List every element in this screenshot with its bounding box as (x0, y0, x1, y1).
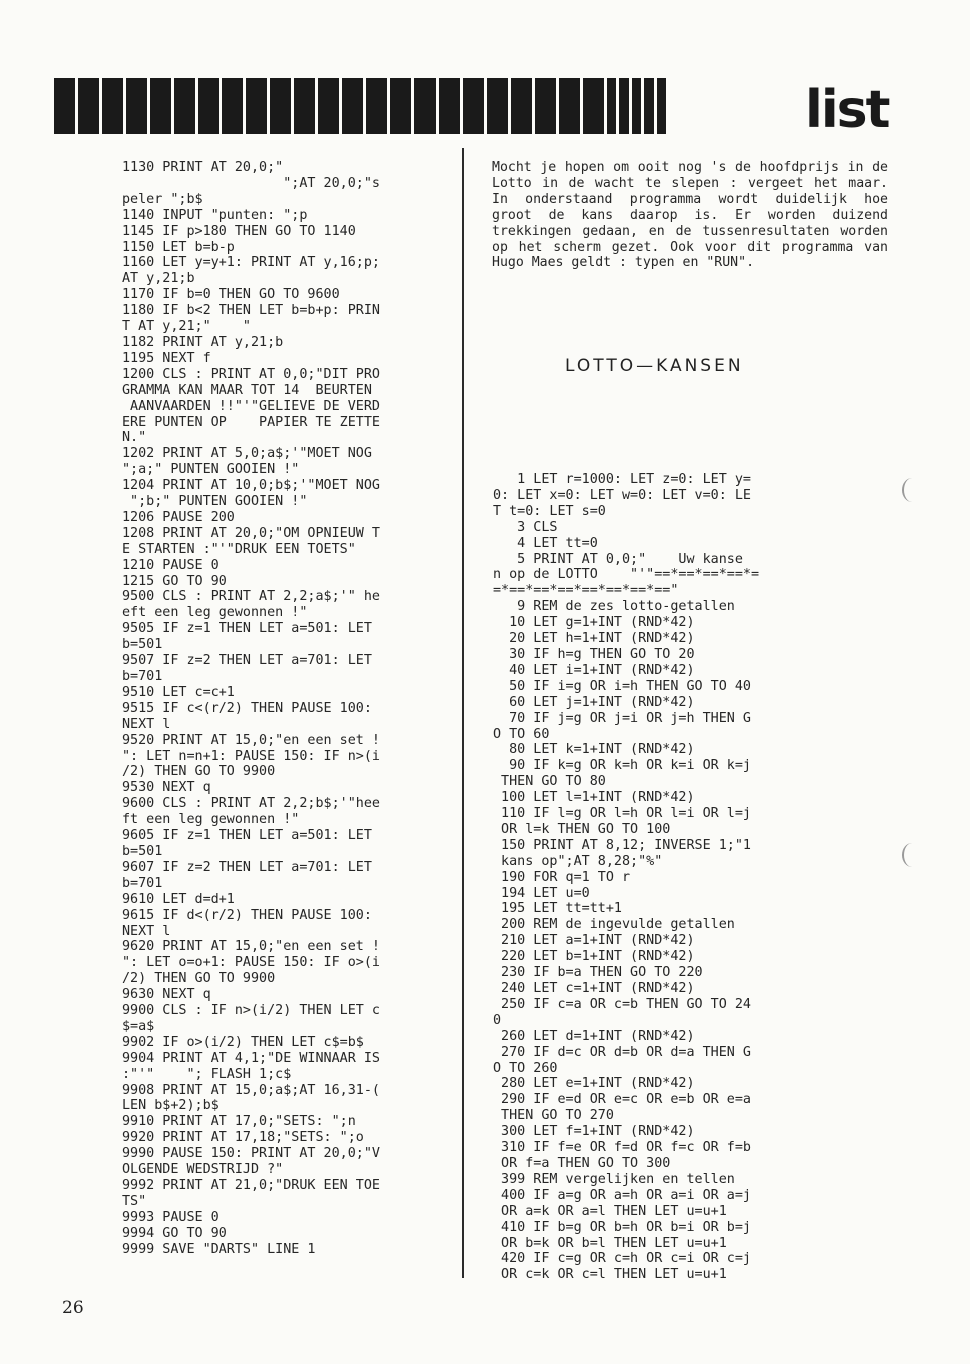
code-line: THEN GO TO 80 (493, 774, 606, 790)
code-line: 270 IF d=c OR d=b OR d=a THEN G (493, 1044, 751, 1060)
code-line: LEN b$+2);b$ (122, 1098, 219, 1114)
code-line: 1145 IF p>180 THEN GO TO 1140 (122, 223, 356, 239)
code-line: 100 LET l=1+INT (RND*42) (493, 790, 695, 806)
code-line: 9920 PRINT AT 17,18;"SETS: ";o (122, 1130, 364, 1146)
code-line: 1202 PRINT AT 5,0;a$;'"MOET NOG (122, 446, 372, 462)
code-line: 190 FOR q=1 TO r (493, 869, 631, 885)
intro-paragraph: Mocht je hopen om ooit nog 's de hoofdprijs in de Lotto in de wacht te slepen : vergeet het maar. In onderstaand programma wordt duidelijk hoe groot de kans daarop is. Er worden duizend trekkingen gedaan, en de tussenresultaten worden op het scherm gezet. Ook voor dit programma van Hugo Maes geldt : typen en "RUN". (492, 160, 888, 271)
header-bar (246, 78, 267, 134)
code-line: 194 LET u=0 (493, 885, 590, 901)
code-line: 0 (493, 1012, 502, 1028)
code-line: 200 REM de ingevulde getallen (493, 917, 735, 933)
code-line: NEXT l (122, 923, 171, 939)
column-divider (462, 148, 464, 1278)
header-bar (342, 78, 363, 134)
code-line: 1215 GO TO 90 (122, 573, 227, 589)
header-bar (463, 78, 484, 134)
code-line: 9 REM de zes lotto-getallen (493, 599, 735, 615)
code-line: $=a$ (122, 1018, 155, 1034)
code-line: 250 IF c=a OR c=b THEN GO TO 24 (493, 996, 751, 1012)
code-line: 3 CLS (493, 519, 558, 535)
code-line: THEN GO TO 270 (493, 1108, 614, 1124)
code-line: E STARTEN :"'"DRUK EEN TOETS" (122, 541, 356, 557)
right-program-listing (493, 472, 838, 1283)
binder-hole (902, 843, 922, 867)
code-line: OLGENDE WEDSTRIJD ?" (122, 1162, 284, 1178)
code-line: ";AT 20,0;"s (122, 175, 380, 191)
code-line: 220 LET b=1+INT (RND*42) (493, 949, 695, 965)
binder-hole (902, 478, 922, 502)
code-line: 0: LET x=0: LET w=0: LET v=0: LE (493, 487, 751, 503)
code-line: 9620 PRINT AT 15,0;"en een set ! (122, 939, 380, 955)
code-line: 9515 IF c<(r/2) THEN PAUSE 100: (122, 700, 372, 716)
code-line: 30 IF h=g THEN GO TO 20 (493, 646, 695, 662)
code-line: 9902 IF o>(i/2) THEN LET c$=b$ (122, 1034, 364, 1050)
header-bar (174, 78, 195, 134)
header-bar (583, 78, 604, 134)
code-line: 1180 IF b<2 THEN LET b=b+p: PRIN (122, 303, 380, 319)
code-line: 9605 IF z=1 THEN LET a=501: LET (122, 828, 372, 844)
article-title: LOTTO—KANSEN (565, 356, 744, 376)
code-line: 9607 IF z=2 THEN LET a=701: LET (122, 859, 372, 875)
code-line: 240 LET c=1+INT (RND*42) (493, 981, 695, 996)
code-line: 9600 CLS : PRINT AT 2,2;b$;'"hee (122, 796, 380, 812)
left-program-listing (122, 160, 434, 1258)
code-line: 90 IF k=g OR k=h OR k=i OR k=j (493, 758, 751, 774)
code-line: 60 LET j=1+INT (RND*42) (493, 694, 695, 710)
code-line: OR b=k OR b=l THEN LET u=u+1 (493, 1235, 727, 1251)
code-line: 420 IF c=g OR c=h OR c=i OR c=j (493, 1251, 751, 1267)
code-line: 310 IF f=e OR f=d OR f=c OR f=b (493, 1140, 751, 1156)
code-line: 9992 PRINT AT 21,0;"DRUK EEN TOE (122, 1178, 380, 1193)
header-bar (414, 78, 435, 134)
header-bar (318, 78, 339, 134)
code-line: 1170 IF b=0 THEN GO TO 9600 (122, 287, 340, 303)
code-line: 70 IF j=g OR j=i OR j=h THEN G (493, 710, 751, 726)
code-line: O TO 60 (493, 726, 550, 742)
code-line: =*==*==*==*==*==*==*==" (493, 583, 679, 599)
code-line: ft een leg gewonnen !" (122, 812, 300, 828)
header-bar (222, 78, 243, 134)
code-line: b=701 (122, 875, 163, 891)
code-line: 280 LET e=1+INT (RND*42) (493, 1076, 695, 1092)
code-line: b=501 (122, 637, 163, 653)
code-line: 9990 PAUSE 150: PRINT AT 20,0;"V (122, 1146, 380, 1162)
code-line: 80 LET k=1+INT (RND*42) (493, 742, 695, 758)
code-line: 40 LET i=1+INT (RND*42) (493, 662, 695, 678)
code-line: T AT y,21;" " (122, 319, 251, 335)
code-line: 9510 LET c=c+1 (122, 684, 235, 700)
code-line: 20 LET h=1+INT (RND*42) (493, 631, 695, 647)
list-logo: list (805, 80, 889, 140)
code-line: N." (122, 430, 147, 446)
header-bar (294, 78, 315, 134)
code-line: /2) THEN GO TO 9900 (122, 764, 276, 780)
code-line: 9615 IF d<(r/2) THEN PAUSE 100: (122, 907, 372, 923)
code-line: 1160 LET y=y+1: PRINT AT y,16;p; (122, 255, 380, 271)
code-line: 9520 PRINT AT 15,0;"en een set ! (122, 732, 380, 748)
code-line: 1140 INPUT "punten: ";p (122, 207, 308, 223)
code-line: b=501 (122, 843, 163, 859)
code-line: 195 LET tt=tt+1 (493, 901, 622, 917)
code-line: 50 IF i=g OR i=h THEN GO TO 40 (493, 678, 751, 694)
code-line: 210 LET a=1+INT (RND*42) (493, 933, 695, 949)
code-line: 9530 NEXT q (122, 780, 211, 796)
code-line: ": LET o=o+1: PAUSE 150: IF o>(i (122, 955, 380, 971)
code-line: 9630 NEXT q (122, 987, 211, 1003)
header-bar (619, 78, 628, 134)
code-line: 9999 SAVE "DARTS" LINE 1 (122, 1241, 316, 1257)
code-line: 1195 NEXT f (122, 350, 211, 366)
code-line: b=701 (122, 669, 163, 684)
header-bar (198, 78, 219, 134)
header-bar (54, 78, 75, 134)
code-line: peler ";b$ (122, 191, 203, 207)
code-line: 4 LET tt=0 (493, 535, 598, 551)
code-line: T t=0: LET s=0 (493, 503, 606, 519)
code-line: 9507 IF z=2 THEN LET a=701: LET (122, 653, 372, 669)
page-number: 26 (62, 1298, 84, 1318)
header-bar (607, 78, 616, 134)
header-bar (559, 78, 580, 134)
code-line: 10 LET g=1+INT (RND*42) (493, 615, 695, 631)
code-line: 400 IF a=g OR a=h OR a=i OR a=j (493, 1187, 751, 1203)
code-line: AT y,21;b (122, 271, 195, 287)
header-bar (487, 78, 508, 134)
code-line: ": LET n=n+1: PAUSE 150: IF n>(i (122, 748, 380, 764)
code-line: 150 PRINT AT 8,12; INVERSE 1;"1 (493, 837, 751, 853)
header-bar (126, 78, 147, 134)
code-line: n op de LOTTO "'"==*==*==*==*= (493, 567, 760, 583)
code-line: 5 PRINT AT 0,0;" Uw kanse (493, 551, 743, 567)
header-bar (632, 78, 641, 134)
code-line: 1182 PRINT AT y,21;b (122, 334, 284, 350)
header-bar (657, 78, 666, 134)
code-line: ";a;" PUNTEN GOOIEN !" (122, 462, 300, 478)
code-line: 9610 LET d=d+1 (122, 891, 235, 907)
code-line: 399 REM vergelijken en tellen (493, 1171, 735, 1187)
header-bar (102, 78, 123, 134)
code-line: 1210 PAUSE 0 (122, 557, 219, 573)
code-line: 1208 PRINT AT 20,0;"OM OPNIEUW T (122, 525, 380, 541)
code-line: 9994 GO TO 90 (122, 1225, 227, 1241)
code-line: 300 LET f=1+INT (RND*42) (493, 1124, 695, 1140)
code-line: 9993 PAUSE 0 (122, 1209, 219, 1225)
code-line: 9910 PRINT AT 17,0;"SETS: ";n (122, 1114, 356, 1130)
code-line: kans op";AT 8,28;"%" (493, 853, 663, 869)
code-line: ERE PUNTEN OP PAPIER TE ZETTE (122, 414, 380, 430)
code-line: 260 LET d=1+INT (RND*42) (493, 1028, 695, 1044)
code-line: 1206 PAUSE 200 (122, 509, 235, 525)
header-bar (644, 78, 653, 134)
code-line: 110 IF l=g OR l=h OR l=i OR l=j (493, 806, 751, 822)
code-line: 9500 CLS : PRINT AT 2,2;a$;'" he (122, 589, 380, 605)
header-bar (535, 78, 556, 134)
code-line: 1150 LET b=b-p (122, 239, 235, 255)
code-line: TS" (122, 1193, 147, 1209)
code-line: 1 LET r=1000: LET z=0: LET y= (493, 472, 751, 487)
code-line: :"'" "; FLASH 1;c$ (122, 1066, 292, 1082)
code-line: 9900 CLS : IF n>(i/2) THEN LET c (122, 1003, 380, 1019)
code-line: OR l=k THEN GO TO 100 (493, 821, 671, 837)
code-line: OR f=a THEN GO TO 300 (493, 1155, 671, 1171)
header-bar (511, 78, 532, 134)
code-line: 410 IF b=g OR b=h OR b=i OR b=j (493, 1219, 751, 1235)
code-line: 9908 PRINT AT 15,0;a$;AT 16,31-( (122, 1082, 380, 1098)
code-line: OR a=k OR a=l THEN LET u=u+1 (493, 1203, 727, 1219)
code-line: AANVAARDEN !!"'"GELIEVE DE VERD (122, 398, 380, 414)
header-bar (150, 78, 171, 134)
code-line: 1204 PRINT AT 10,0;b$;'"MOET NOG (122, 478, 380, 494)
header-bar (366, 78, 387, 134)
code-line: /2) THEN GO TO 9900 (122, 971, 276, 987)
code-line: eft een leg gewonnen !" (122, 605, 308, 621)
code-line: 1200 CLS : PRINT AT 0,0;"DIT PRO (122, 366, 380, 382)
code-line: 9505 IF z=1 THEN LET a=501: LET (122, 621, 372, 637)
header-bar (270, 78, 291, 134)
code-line: 9904 PRINT AT 4,1;"DE WINNAAR IS (122, 1050, 380, 1066)
header-bars (54, 78, 666, 134)
code-line: ";b;" PUNTEN GOOIEN !" (122, 494, 308, 510)
header-bar (390, 78, 411, 134)
code-line: 230 IF b=a THEN GO TO 220 (493, 965, 703, 981)
header-bar (78, 78, 99, 134)
code-line: 1130 PRINT AT 20,0;" (122, 160, 284, 175)
code-line: O TO 260 (493, 1060, 558, 1076)
code-line: GRAMMA KAN MAAR TOT 14 BEURTEN (122, 382, 372, 398)
code-line: NEXT l (122, 716, 171, 732)
code-line: OR c=k OR c=l THEN LET u=u+1 (493, 1267, 727, 1283)
code-line: 290 IF e=d OR e=c OR e=b OR e=a (493, 1092, 751, 1108)
header-bar (439, 78, 460, 134)
